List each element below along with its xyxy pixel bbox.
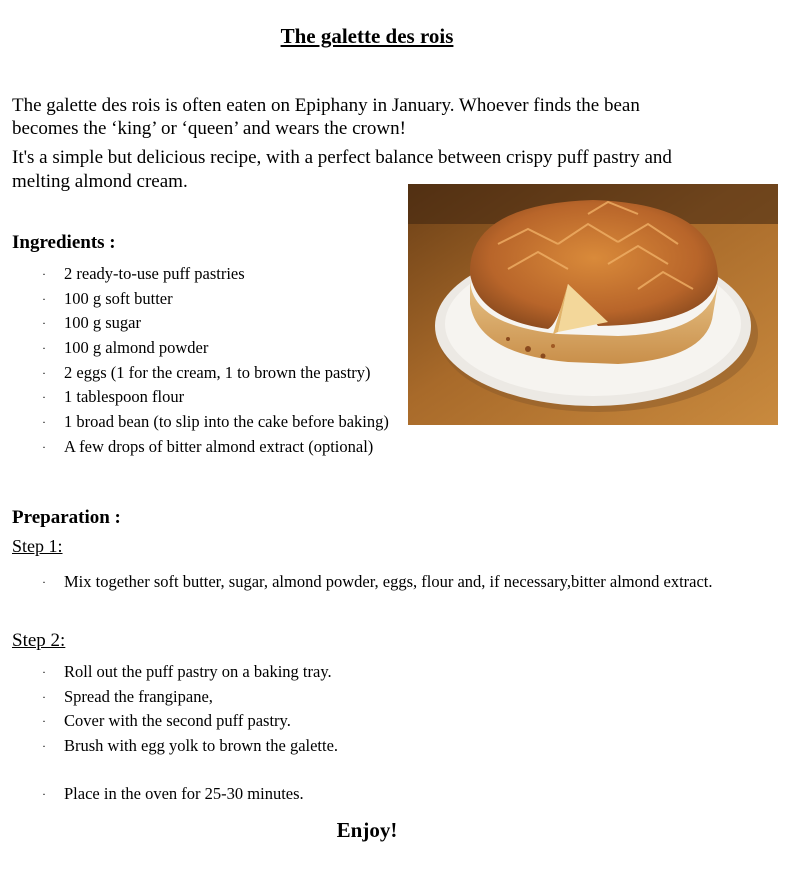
- bullet: ·: [42, 267, 46, 281]
- ingredient-text: A few drops of bitter almond extract (optional): [64, 436, 374, 456]
- bullet: ·: [42, 316, 46, 331]
- step-text: Cover with the second puff pastry.: [64, 711, 291, 731]
- bullet: ·: [42, 365, 46, 380]
- step-text: Roll out the puff pastry on a baking tray.: [64, 662, 332, 681]
- intro-line: The galette des rois is often eaten on Epiphany in January. Whoever finds the bean: [12, 95, 640, 116]
- intro-line: It's a simple but delicious recipe, with a perfect balance between crispy puff pastry and melting almond cream.: [12, 147, 672, 192]
- step1-list: [42, 570, 722, 594]
- list-item: [42, 313, 389, 338]
- bullet: ·: [42, 739, 46, 754]
- bullet: ·: [42, 439, 46, 454]
- galette-photo: [408, 184, 778, 425]
- ingredient-text: 2 ready-to-use puff pastries: [64, 264, 245, 283]
- oven-step-list: [42, 784, 304, 809]
- bullet: ·: [42, 291, 46, 306]
- preparation-heading: Preparation :: [12, 507, 121, 528]
- step-text: Mix together soft butter, sugar, almond powder, eggs, flour and, if necessary,bitter almond extract.: [64, 572, 713, 591]
- ingredient-text: 100 g soft butter: [64, 288, 173, 308]
- galette-illustration: [408, 184, 778, 425]
- ingredient-text: 1 tablespoon flour: [64, 387, 185, 407]
- list-item: [42, 363, 389, 388]
- step-text: Spread the frangipane,: [64, 686, 213, 706]
- bullet: ·: [42, 390, 46, 405]
- bullet: ·: [42, 787, 46, 801]
- list-item: [42, 687, 338, 712]
- list-item: [42, 784, 304, 809]
- ingredients-heading: Ingredients :: [12, 232, 116, 253]
- step2-label: Step 2:: [12, 630, 66, 651]
- page-title: The galette des rois: [280, 24, 454, 48]
- step1-label: Step 1:: [12, 536, 63, 556]
- list-item: [42, 437, 389, 462]
- ingredient-text: 100 g almond powder: [64, 338, 209, 358]
- closing-text: Enjoy!: [336, 818, 398, 842]
- list-item: [42, 289, 389, 314]
- ingredient-text: 100 g sugar: [64, 313, 141, 333]
- bullet: ·: [42, 689, 46, 704]
- list-item: [42, 264, 389, 289]
- list-item: [42, 387, 389, 412]
- list-item: [42, 662, 338, 687]
- list-item: [42, 412, 389, 437]
- bullet: ·: [42, 341, 46, 356]
- step2-list: [42, 662, 338, 761]
- intro-paragraph: [12, 94, 712, 194]
- list-item: [42, 570, 722, 594]
- bullet: ·: [42, 575, 46, 589]
- bullet: ·: [42, 415, 46, 430]
- step-text: Brush with egg yolk to brown the galette.: [64, 736, 339, 756]
- ingredient-text: 2 eggs (1 for the cream, 1 to brown the pastry): [64, 362, 371, 382]
- list-item: [42, 736, 338, 761]
- bullet: ·: [42, 714, 46, 729]
- intro-line: becomes the ‘king’ or ‘queen’ and wears the crown!: [12, 118, 406, 139]
- step-text: Place in the oven for 25-30 minutes.: [64, 784, 304, 803]
- list-item: [42, 711, 338, 736]
- list-item: [42, 338, 389, 363]
- ingredients-list: [42, 264, 389, 462]
- bullet: ·: [42, 665, 46, 679]
- ingredient-text: 1 broad bean (to slip into the cake before baking): [64, 412, 389, 432]
